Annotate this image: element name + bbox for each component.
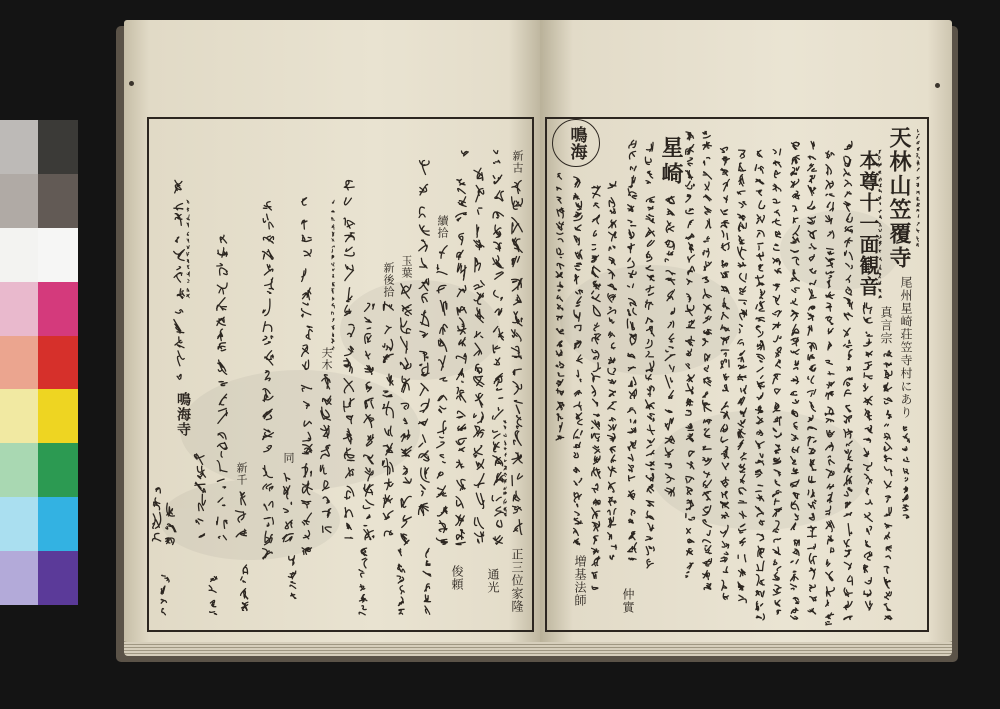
poet-name: 正三位家隆 bbox=[510, 548, 524, 613]
poet-name: 増基法師 bbox=[573, 555, 587, 607]
cursive-text-column bbox=[332, 200, 335, 350]
cursive-text-column bbox=[494, 150, 500, 163]
anthology-label: 玉葉 bbox=[400, 255, 413, 279]
temple-sect: 真言宗 bbox=[879, 306, 893, 345]
cursive-text-column bbox=[808, 141, 817, 614]
cursive-text-column bbox=[492, 175, 503, 544]
cursive-text-column bbox=[152, 488, 160, 541]
cursive-text-column bbox=[174, 180, 185, 379]
poet-name: 通光 bbox=[486, 568, 500, 594]
hoshizaki-heading: 星崎 bbox=[658, 136, 684, 188]
anthology-label: 夫木 bbox=[320, 347, 333, 371]
cursive-text-column bbox=[161, 575, 169, 615]
cursive-text-column bbox=[592, 186, 601, 589]
cursive-text-column bbox=[574, 177, 583, 545]
cursive-text-column bbox=[512, 181, 523, 535]
cursive-text-column bbox=[608, 182, 617, 560]
anthology-label: 新古 bbox=[511, 150, 524, 174]
anthology-label: 新後拾 bbox=[382, 262, 395, 298]
narumi-seal bbox=[552, 119, 600, 167]
anthology-label: 同 bbox=[282, 452, 295, 464]
cursive-text-column bbox=[359, 548, 367, 615]
poet-name: 仲實 bbox=[621, 588, 635, 614]
seal-label: 鳴海 bbox=[566, 126, 587, 160]
cursive-text-column bbox=[917, 129, 920, 246]
cursive-text-column bbox=[462, 151, 469, 156]
cursive-text-column bbox=[423, 548, 431, 614]
cursive-text-column bbox=[737, 150, 746, 603]
cursive-text-column bbox=[504, 421, 507, 516]
cursive-text-column bbox=[903, 427, 910, 519]
cursive-text-column bbox=[288, 556, 296, 599]
cursive-text-column bbox=[187, 200, 190, 298]
temple-location: 尾州星崎荘笠寺村にあり bbox=[899, 276, 913, 419]
cursive-text-column bbox=[241, 565, 248, 611]
temple-title: 天林山笠覆寺 bbox=[886, 126, 912, 270]
cursive-text-column bbox=[772, 149, 781, 614]
cursive-text-column bbox=[721, 147, 730, 599]
cursive-text-column bbox=[755, 150, 765, 620]
anthology-label: 續拾 bbox=[436, 215, 449, 239]
cursive-text-column bbox=[884, 351, 892, 620]
anthology-label: 新千 bbox=[235, 462, 248, 486]
cursive-text-column bbox=[397, 549, 405, 614]
narumi-temple-label: 鳴海寺 bbox=[175, 392, 191, 437]
cursive-text-column bbox=[791, 142, 800, 619]
cursive-text-column bbox=[209, 577, 217, 615]
poet-name: 俊頼 bbox=[450, 565, 464, 591]
principal-image-heading: 本尊十一面観音 bbox=[856, 150, 880, 297]
faded-background-illustration bbox=[160, 210, 900, 560]
